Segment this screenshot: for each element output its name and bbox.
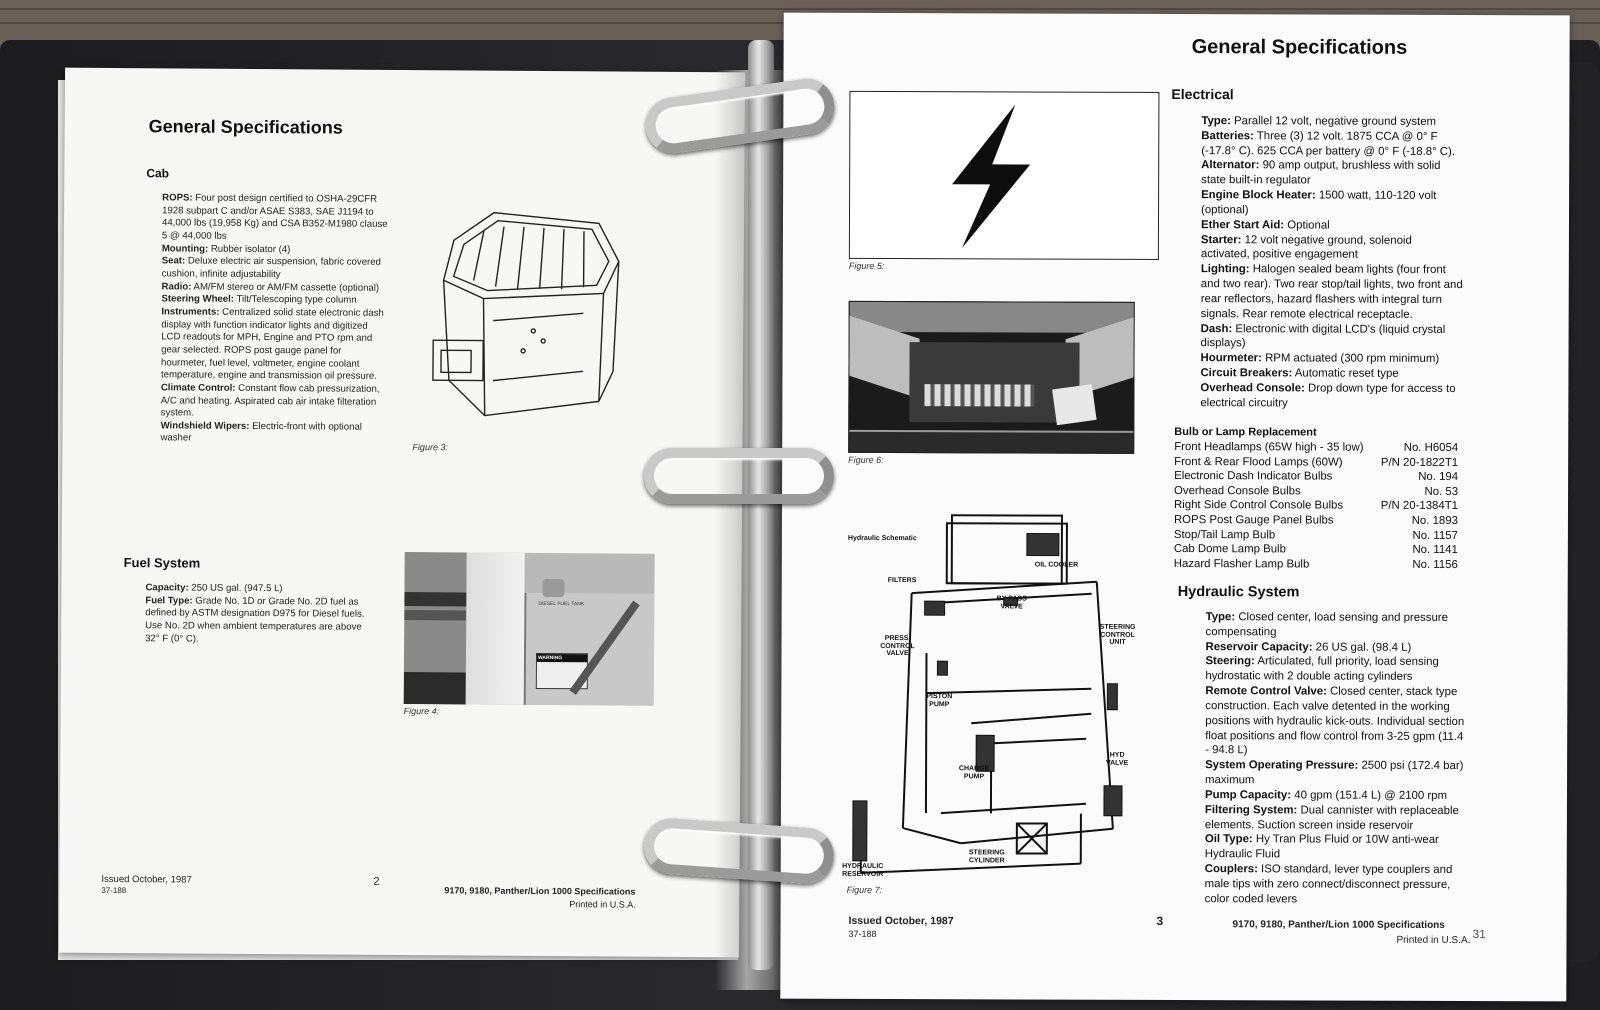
spec-item <box>1200 351 1462 367</box>
bulb-part-number: No. 1157 <box>1412 529 1458 542</box>
spec-label: Seat: <box>161 255 186 267</box>
bulb-name: Cab Dome Lamp Bulb <box>1173 543 1286 556</box>
spec-item <box>1201 262 1463 322</box>
wood-grain-line <box>0 8 1600 10</box>
spec-text: Automatic reset type <box>1292 367 1399 380</box>
right-footer-page-number: 3 <box>1156 913 1164 928</box>
bulb-replacement-heading: Bulb or Lamp Replacement <box>1174 425 1317 439</box>
left-page-title: General Specifications <box>148 116 343 138</box>
spec-text: Electric-front with optional washer <box>160 420 362 444</box>
hydraulic-system-heading: Hydraulic System <box>1177 584 1300 601</box>
figure-6-caption: Figure 6: <box>848 454 884 465</box>
spec-text: AM/FM stereo or AM/FM cassette (optional) <box>191 281 380 294</box>
figure-7-caption: Figure 7: <box>846 884 883 895</box>
left-page <box>59 68 745 958</box>
label-oil-cooler: OIL COOLER <box>1034 561 1079 569</box>
right-footer-code: 37-188 <box>848 928 877 939</box>
spec-label: Hourmeter: <box>1200 352 1262 365</box>
bulb-name: Hazard Flasher Lamp Bulb <box>1173 557 1310 571</box>
spec-label: Steering Wheel: <box>161 293 235 306</box>
figure-4-fuel-tank-photo <box>404 552 655 706</box>
left-footer-printed: Printed in U.S.A. <box>569 899 636 910</box>
spec-text: Halogen sealed beam lights (four front and two rear). Two rear stop/tail lights, two front and rear reflectors, hazard flashers with integral turn signals. Rear remote electrical receptacle. <box>1200 263 1463 321</box>
spec-text: Hy Tran Plus Fluid or 10W anti-wear Hydraulic Fluid <box>1204 833 1439 861</box>
spec-item <box>1201 188 1463 219</box>
electrical-spec-list <box>1200 114 1463 411</box>
bulb-name: Electronic Dash Indicator Bulbs <box>1174 470 1333 483</box>
spec-label: Climate Control: <box>160 382 236 394</box>
bulb-part-number: No. 1893 <box>1411 514 1458 527</box>
bulb-part-number: P/N 20-1822T1 <box>1380 456 1459 469</box>
spec-text: Dual cannister with replaceable elements. Suction screen inside reservoir <box>1204 804 1459 832</box>
spec-item <box>161 306 390 384</box>
spec-text: Constant flow cab pressurization, A/C and heating. Aspirated cab air intake filteration system. <box>160 382 380 419</box>
spec-text: Parallel 12 volt, negative ground system <box>1230 115 1437 128</box>
spec-item <box>1205 862 1467 907</box>
spec-label: Couplers: <box>1204 863 1258 876</box>
spec-item <box>1205 833 1467 864</box>
tank-label: DIESEL FUEL TANK <box>538 600 585 608</box>
bulb-name: Overhead Console Bulbs <box>1174 484 1301 498</box>
spec-label: Alternator: <box>1201 159 1260 172</box>
spec-label: Mounting: <box>161 242 209 255</box>
label-hyd-valve: HYD VALVE <box>1105 751 1129 767</box>
spec-text: Articulated, full priority, load sensing hydrostatic with 2 double acting cylinders <box>1205 655 1439 684</box>
spec-text: Three (3) 12 volt. 1875 CCA @ 0° F (-17.8° C). 625 CCA per battery @ 0° F (-18.8° C). <box>1201 130 1456 158</box>
bulb-part-number: No. H6054 <box>1403 441 1459 454</box>
spec-text: 40 gpm (151.4 L) @ 2100 rpm <box>1291 789 1448 802</box>
spec-text: ISO standard, lever type couplers and male tips with zero connect/disconnect pressure, color coded levers <box>1204 863 1453 906</box>
bulb-name: Stop/Tail Lamp Bulb <box>1173 528 1276 541</box>
spec-label: Overhead Console: <box>1200 381 1305 395</box>
lightning-bolt-icon <box>850 92 1160 260</box>
spec-label: Reservoir Capacity: <box>1205 640 1313 654</box>
right-footer-corner-number: 31 <box>1472 927 1486 942</box>
bulb-part-number: No. 1141 <box>1412 543 1458 557</box>
spec-text: 1500 watt, 110-120 volt (optional) <box>1201 189 1437 217</box>
spec-item <box>1201 114 1463 130</box>
label-steering-control-unit: STEERING CONTROL UNIT <box>1099 623 1136 647</box>
spec-item <box>1200 366 1462 382</box>
spec-label: Instruments: <box>161 306 220 318</box>
label-piston-pump: PISTON PUMP <box>926 693 953 708</box>
spec-label: Fuel Type: <box>145 594 193 607</box>
bulb-name: ROPS Post Gauge Panel Bulbs <box>1173 513 1334 527</box>
fuel-spec-list <box>145 582 373 647</box>
spec-text: Optional <box>1284 219 1330 232</box>
bulb-part-number: No. 194 <box>1418 471 1459 484</box>
bulb-row <box>1174 528 1458 544</box>
bulb-row <box>1174 484 1458 500</box>
left-footer-title: 9170, 9180, Panther/Lion 1000 Specifications <box>444 885 636 897</box>
spec-item <box>1205 788 1467 804</box>
figure-6-overhead-console-photo <box>848 301 1135 454</box>
right-footer-printed: Printed in U.S.A. <box>1396 934 1471 947</box>
spec-label: Batteries: <box>1201 129 1254 143</box>
bulb-part-number: No. 53 <box>1424 485 1459 498</box>
spec-text: Closed center, load sensing and pressure compensating <box>1205 611 1448 639</box>
bulb-replacement-table <box>1174 440 1458 572</box>
spec-item <box>162 256 390 283</box>
spec-item <box>1205 640 1467 656</box>
figure-5-caption: Figure 5: <box>848 260 885 271</box>
label-filters: FILTERS <box>887 576 917 585</box>
spec-label: Starter: <box>1200 233 1242 246</box>
spec-item <box>1201 218 1463 234</box>
spec-label: Windshield Wipers: <box>160 420 250 432</box>
spec-item <box>1205 803 1467 834</box>
bulb-name: Right Side Control Console Bulbs <box>1173 499 1344 512</box>
left-footer-page-number: 2 <box>373 875 380 888</box>
spec-label: System Operating Pressure: <box>1205 759 1359 772</box>
spec-text: Grade No. 1D or Grade No. 2D fuel as defined by ASTM designation D975 for Diesel fuels. Use No. 2D when ambient temperatures are above 32° F (0° C). <box>145 595 365 645</box>
spec-item <box>1206 610 1468 641</box>
bulb-row <box>1174 498 1458 514</box>
left-footer-issued: Issued October, 1987 <box>101 873 192 886</box>
spec-item <box>160 420 388 447</box>
figure-3-caption: Figure 3: <box>412 442 449 453</box>
spec-label: Engine Block Heater: <box>1201 189 1316 202</box>
spec-label: Type: <box>1201 115 1231 128</box>
figure-5-electrical-symbol <box>849 91 1160 260</box>
spec-item <box>1205 758 1467 789</box>
spec-label: Oil Type: <box>1204 833 1253 846</box>
bulb-row <box>1174 469 1458 485</box>
spec-label: Dash: <box>1200 322 1233 335</box>
spec-item <box>1201 233 1463 264</box>
spec-label: Filtering System: <box>1204 803 1298 817</box>
spec-label: ROPS: <box>162 192 193 204</box>
label-steering-cylinder: STEERING CYLINDER <box>968 849 1005 865</box>
spec-text: 12 volt negative ground, solenoid activated, positive engagement <box>1200 233 1412 262</box>
spec-text: Rubber isolator (4) <box>208 243 291 255</box>
warning-decal-title: WARNING <box>537 654 587 662</box>
spec-text: 90 amp output, brushless with solid state built-in regulator <box>1201 159 1441 187</box>
bulb-name: Front Headlamps (65W high - 35 low) <box>1174 440 1364 454</box>
spec-label: Lighting: <box>1200 263 1250 276</box>
spec-text: Centralized solid state electronic dash display with function indicator lights and digitized LCD readouts for MPH, Engine and PTO rpm and gear selected. ROPS post gauge panel for hourmeter, fuel level, voltmeter, engine coolant temperature, engine and transmission oil pressure. <box>160 306 384 383</box>
right-page-title: General Specifications <box>1191 36 1408 59</box>
spec-text: 250 US gal. (947.5 L) <box>188 582 283 595</box>
spec-label: Circuit Breakers: <box>1200 367 1293 380</box>
spec-item <box>145 595 373 647</box>
label-press-control-valve: PRESS. CONTROL VALVE <box>880 634 915 658</box>
spec-text: Drop down type for access to electrical circuitry <box>1200 382 1456 410</box>
label-hydraulic-reservoir: HYDRAULIC RESERVOIR <box>842 862 884 878</box>
left-footer-code: 37-188 <box>101 885 127 896</box>
cab-heading: Cab <box>146 166 170 181</box>
cab-spec-list <box>160 192 390 447</box>
spec-item <box>1201 322 1463 353</box>
spec-text: Deluxe electric air suspension, fabric covered cushion, infinite adjustability <box>161 255 381 281</box>
spec-item <box>161 382 389 422</box>
spec-text: Closed center, stack type construction. Each valve detented in the working positions with hydraulic kick-outs. Individual section float positions and flow control from 3-25 gpm (11.4 - 94.8 L) <box>1205 685 1465 757</box>
electrical-heading: Electrical <box>1171 85 1234 103</box>
spec-label: Remote Control Valve: <box>1205 685 1327 698</box>
bulb-part-number: P/N 20-1384T1 <box>1380 500 1459 513</box>
spec-label: Pump Capacity: <box>1204 789 1292 802</box>
spec-item <box>1200 381 1462 412</box>
bulb-row <box>1174 557 1458 573</box>
spec-item <box>162 192 390 244</box>
bulb-row <box>1174 513 1458 529</box>
binder-ring-middle <box>644 448 834 504</box>
spec-text: Four post design certified to OSHA-29CFR 1928 subpart C and/or ASAE S383, SAE J1194 to 44,000 lbs (19,958 Kg) and CSA B352-M1980 clause 5 @ 44,000 lbs <box>161 192 388 242</box>
bulb-row <box>1174 455 1458 471</box>
fuel-system-heading: Fuel System <box>123 555 201 571</box>
spec-text: 2500 psi (172.4 bar) maximum <box>1205 759 1464 787</box>
schematic-title: Hydraulic Schematic <box>847 534 917 543</box>
figure-3-cab-drawing <box>413 200 645 442</box>
spec-item <box>1205 684 1467 759</box>
hydraulic-spec-list <box>1205 610 1468 907</box>
spec-label: Capacity: <box>145 582 189 594</box>
right-page <box>780 13 1569 1002</box>
bulb-name: Front & Rear Flood Lamps (60W) <box>1174 455 1343 469</box>
spec-text: 26 US gal. (98.4 L) <box>1312 641 1412 654</box>
bulb-row <box>1174 440 1458 456</box>
spec-text: Electronic with digital LCD's (liquid crystal displays) <box>1200 322 1446 350</box>
spec-text: Tilt/Telescoping type column <box>233 294 357 306</box>
spec-label: Steering: <box>1205 655 1255 668</box>
spec-label: Type: <box>1205 611 1236 624</box>
spec-text: RPM actuated (300 rpm minimum) <box>1261 352 1440 366</box>
right-footer-issued: Issued October, 1987 <box>848 914 954 928</box>
bulb-part-number: No. 1156 <box>1412 558 1458 571</box>
spec-label: Radio: <box>161 280 192 293</box>
spec-item <box>1201 129 1463 160</box>
spec-label: Ether Start Aid: <box>1200 218 1285 232</box>
bulb-row <box>1174 542 1458 558</box>
spec-item <box>1205 655 1467 686</box>
spec-item <box>1201 159 1463 190</box>
right-footer-title: 9170, 9180, Panther/Lion 1000 Specifications <box>1232 919 1445 931</box>
label-bypass-valve: BY-PASS VALVE <box>996 595 1027 611</box>
hydraulic-schematic <box>841 513 1172 899</box>
label-charge-pump: CHARGE PUMP <box>958 765 990 781</box>
figure-4-caption: Figure 4: <box>403 706 440 717</box>
